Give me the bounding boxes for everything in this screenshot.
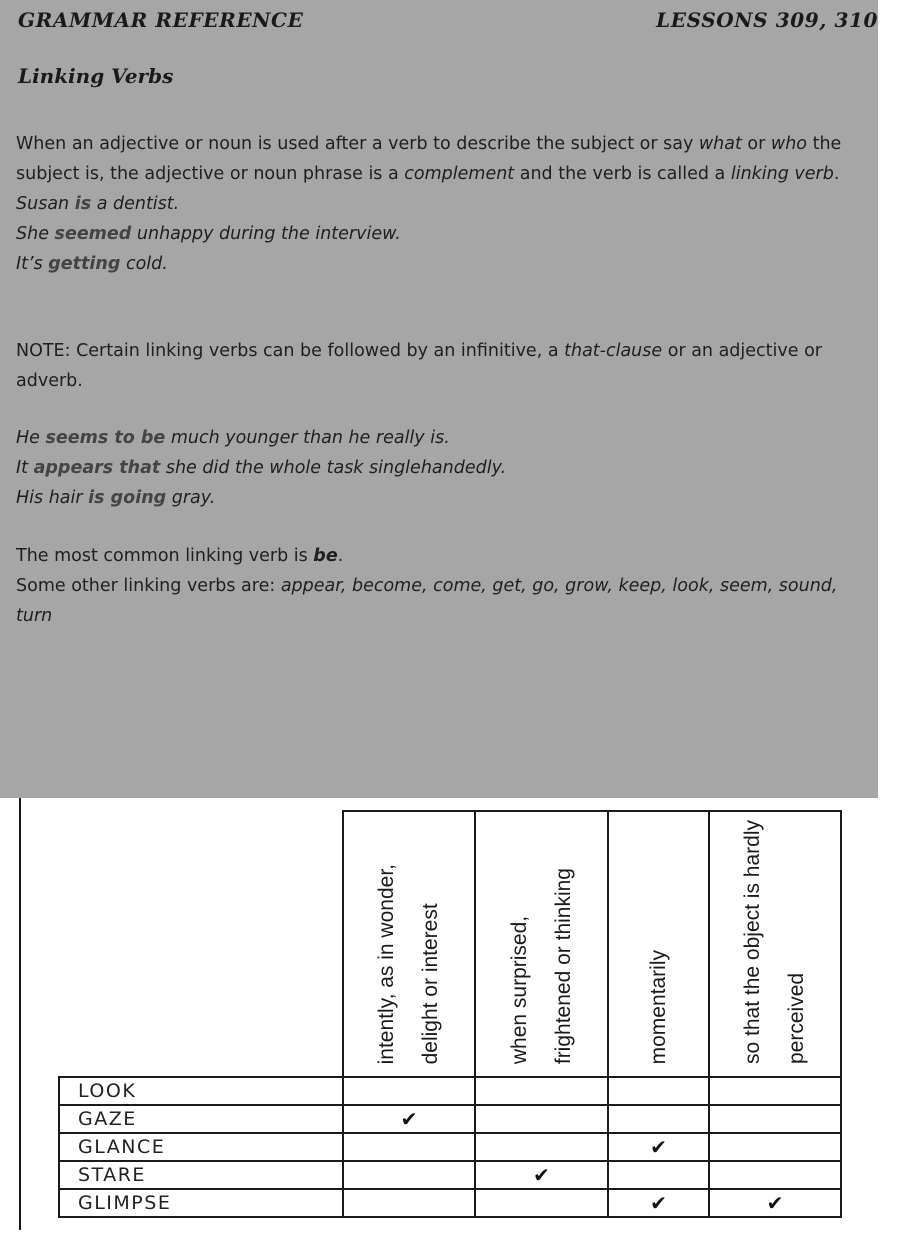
column-header xyxy=(343,811,475,1077)
example-verb: getting xyxy=(48,254,121,274)
example-verb: seems to be xyxy=(45,428,166,448)
note-block xyxy=(16,336,878,396)
table-header-row xyxy=(59,811,841,1077)
examples-block xyxy=(16,423,878,513)
check-cell: ✔ xyxy=(709,1189,841,1217)
intro-paragraph xyxy=(16,129,878,189)
check-cell: ✔ xyxy=(475,1161,608,1189)
intro-text: or xyxy=(741,134,771,154)
check-cell xyxy=(475,1105,608,1133)
example-sentence xyxy=(16,219,878,249)
check-cell xyxy=(475,1077,608,1105)
example-verb: seemed xyxy=(54,224,132,244)
intro-text: When an adjective or noun is used after a verb to describe the subject or say xyxy=(16,134,699,154)
check-cell: ✔ xyxy=(608,1189,709,1217)
section-title: Linking Verbs xyxy=(18,64,174,88)
example-text: She xyxy=(16,224,55,244)
example-text: a dentist. xyxy=(91,194,180,214)
note-that-clause: that-clause xyxy=(564,341,663,361)
other-verbs-text: Some other linking verbs are: xyxy=(16,576,281,596)
check-cell xyxy=(608,1077,709,1105)
column-header xyxy=(475,811,608,1077)
column-header-line: so that the object is hardly xyxy=(741,820,764,1064)
check-cell xyxy=(343,1189,475,1217)
intro-linking-verb: linking verb xyxy=(730,164,834,184)
page-border-line xyxy=(19,798,21,1230)
row-label: STARE xyxy=(59,1161,343,1189)
intro-what: what xyxy=(698,134,742,154)
example-verb: appears that xyxy=(33,458,161,478)
intro-text: . xyxy=(833,164,840,184)
check-cell xyxy=(343,1077,475,1105)
check-cell xyxy=(709,1077,841,1105)
looking-verbs-table xyxy=(58,810,842,1218)
check-cell xyxy=(343,1133,475,1161)
other-verbs-sentence xyxy=(16,571,878,631)
header-title: GRAMMAR REFERENCE xyxy=(18,8,304,32)
check-cell: ✔ xyxy=(608,1133,709,1161)
example-text: cold. xyxy=(120,254,168,274)
example-text: It’s xyxy=(16,254,49,274)
example-text: much younger than he really is. xyxy=(165,428,450,448)
common-verb-sentence xyxy=(16,541,878,571)
check-cell xyxy=(608,1105,709,1133)
example-text: gray. xyxy=(166,488,216,508)
common-verbs-block xyxy=(16,541,878,631)
example-text: It xyxy=(16,458,34,478)
table-row xyxy=(59,1133,841,1161)
intro-text: the subject is, the adjective or noun phrase is a xyxy=(16,134,842,184)
table-row xyxy=(59,1105,841,1133)
column-header-line: frightened or thinking xyxy=(551,867,575,1064)
check-cell: ✔ xyxy=(343,1105,475,1133)
example-text: she did the whole task singlehandedly. xyxy=(160,458,507,478)
intro-who: who xyxy=(770,134,808,154)
column-header-line: delight or interest xyxy=(419,902,442,1064)
example-sentence xyxy=(16,453,878,483)
column-header-line: when surprised, xyxy=(507,915,531,1064)
row-label: LOOK xyxy=(59,1077,343,1105)
note-text: NOTE: Certain linking verbs can be followed by an infinitive, a xyxy=(16,341,565,361)
check-cell xyxy=(709,1105,841,1133)
intro-block xyxy=(16,129,878,279)
table-corner xyxy=(59,811,343,1077)
column-header xyxy=(709,811,841,1077)
check-cell xyxy=(709,1133,841,1161)
example-text: Susan xyxy=(16,194,75,214)
column-header xyxy=(608,811,709,1077)
example-sentence xyxy=(16,249,878,279)
check-cell xyxy=(475,1189,608,1217)
check-cell xyxy=(343,1161,475,1189)
example-text: His hair xyxy=(16,488,89,508)
row-label: GLANCE xyxy=(59,1133,343,1161)
example-text: unhappy during the interview. xyxy=(131,224,401,244)
common-text: The most common linking verb is xyxy=(16,546,314,566)
note-text: or an adjective or adverb. xyxy=(16,341,822,391)
table-row xyxy=(59,1189,841,1217)
intro-text: and the verb is called a xyxy=(514,164,731,184)
column-header-line: perceived xyxy=(785,972,808,1064)
example-sentence xyxy=(16,189,878,219)
common-be: be xyxy=(313,546,338,566)
example-verb: is xyxy=(74,194,92,214)
intro-complement: complement xyxy=(404,164,515,184)
row-label: GAZE xyxy=(59,1105,343,1133)
header-lessons: LESSONS 309, 310 xyxy=(656,8,878,32)
note-paragraph xyxy=(16,336,878,396)
other-verbs-list: appear, become, come, get, go, grow, keep, look, seem, sound, turn xyxy=(16,576,838,626)
check-cell xyxy=(709,1161,841,1189)
example-sentence xyxy=(16,423,878,453)
example-verb: is going xyxy=(88,488,167,508)
column-header-line: momentarily xyxy=(646,949,670,1064)
example-sentence xyxy=(16,483,878,513)
check-cell xyxy=(608,1161,709,1189)
table-row xyxy=(59,1161,841,1189)
common-text: . xyxy=(337,546,344,566)
example-text: He xyxy=(16,428,46,448)
check-cell xyxy=(475,1133,608,1161)
column-header-line: intently, as in wonder, xyxy=(375,863,398,1064)
table-row xyxy=(59,1077,841,1105)
row-label: GLIMPSE xyxy=(59,1189,343,1217)
